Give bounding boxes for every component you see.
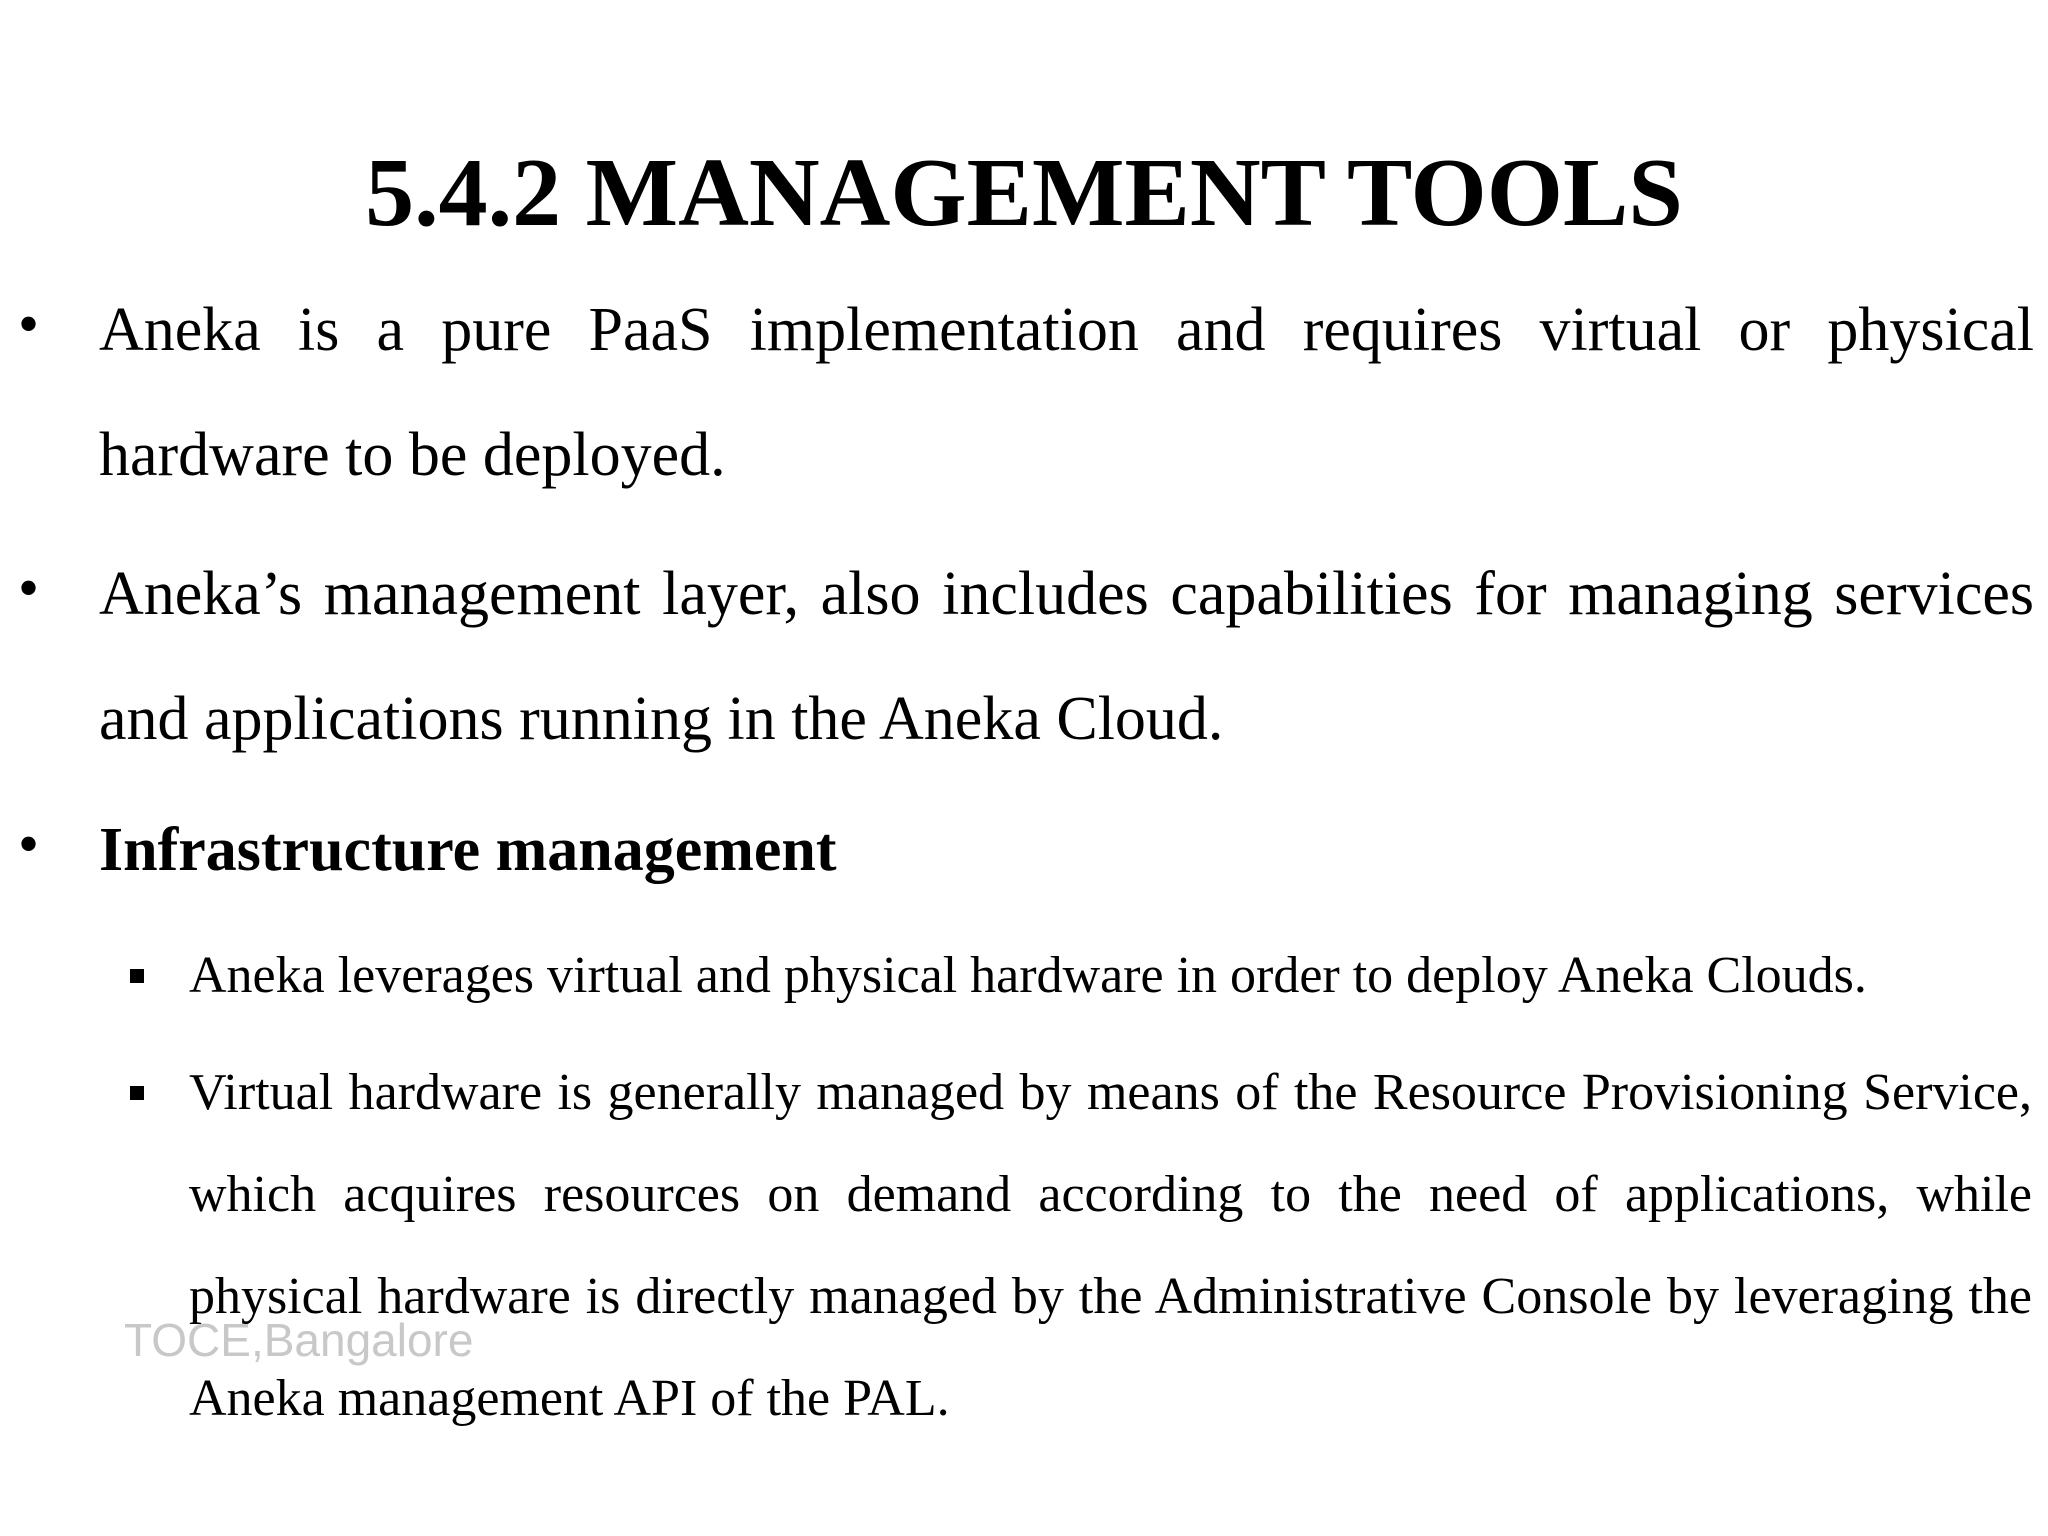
section-heading: Infrastructure management	[99, 816, 837, 884]
slide-title: 5.4.2 MANAGEMENT TOOLS	[365, 139, 1683, 247]
bullet-text: Aneka is a pure PaaS implementation and requires virtual or physical hardware to be deployed.	[99, 296, 2034, 489]
sub-bullet-text: Virtual hardware is generally managed by means of the Resource Provisioning Service, which acquires resources on demand according to the need of applications, while physical hardware is directly managed by the Administrative Console by leveraging the Aneka management API of the PAL.	[189, 1064, 2032, 1427]
bullet-marker: •	[18, 555, 40, 621]
bullet-marker: •	[18, 811, 40, 877]
bullet-marker: •	[18, 291, 40, 357]
footer-watermark: TOCE,Bangalore	[124, 1314, 474, 1366]
square-bullet-icon	[128, 925, 158, 1045]
sub-bullet-text: Aneka leverages virtual and physical hardware in order to deploy Aneka Clouds.	[189, 947, 1867, 1004]
bullet-text: Aneka’s management layer, also includes capabilities for managing services and applications running in the Aneka Cloud.	[99, 560, 2034, 753]
square-bullet-icon	[128, 1042, 158, 1162]
